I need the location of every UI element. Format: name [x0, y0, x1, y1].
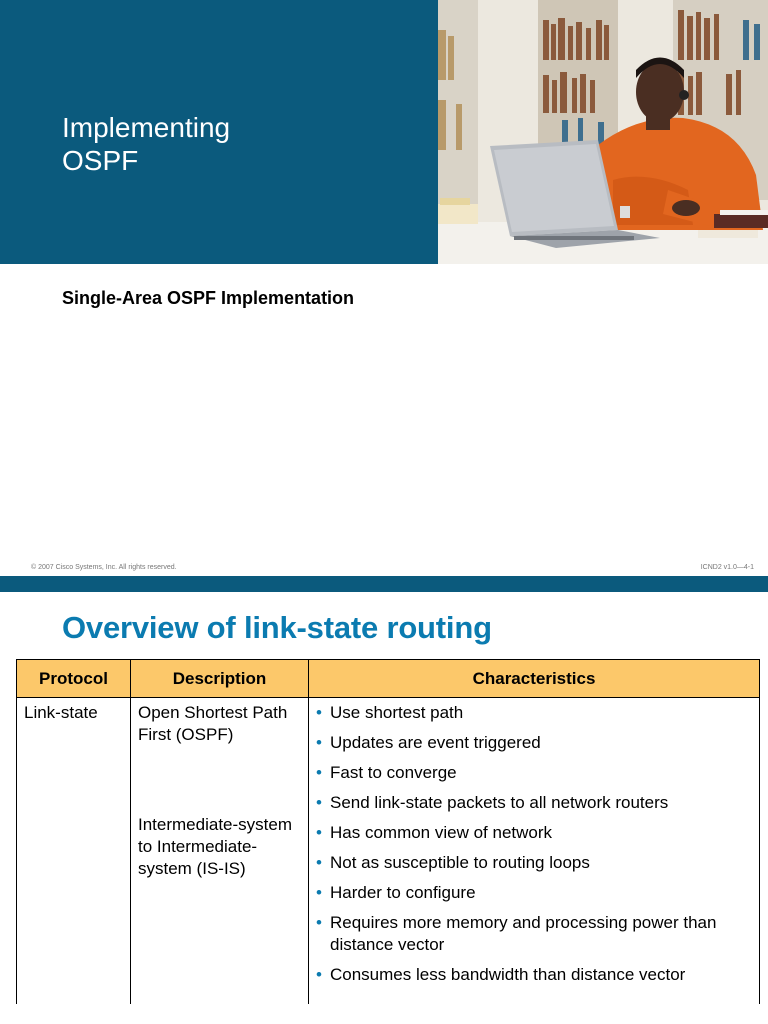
list-item: • Consumes less bandwidth than distance vector [316, 964, 752, 986]
list-item: • Updates are event triggered [316, 732, 752, 754]
table-header-row [17, 660, 760, 698]
copyright-text: © 2007 Cisco Systems, Inc. All rights reserved. [31, 564, 177, 571]
header-characteristics: Characteristics [309, 660, 760, 698]
list-item: • Use shortest path [316, 702, 752, 724]
photo-illustration [438, 0, 768, 264]
list-item: • Has common view of network [316, 822, 752, 844]
slide-subtitle: Single-Area OSPF Implementation [62, 288, 355, 308]
list-item: • Fast to converge [316, 762, 752, 784]
list-item: • Not as susceptible to routing loops [316, 852, 752, 874]
description-isis: Intermediate-system to Intermediate-system (IS-IS) [138, 815, 292, 878]
list-item: • Send link-state packets to all network routers [316, 792, 752, 814]
protocol-cell: Link-state [17, 698, 131, 1005]
header-protocol: Protocol [17, 660, 131, 698]
overview-title: Overview of link-state routing [62, 610, 492, 645]
title-banner [0, 0, 438, 264]
characteristics-cell [309, 698, 760, 1005]
list-item: • Harder to configure [316, 882, 752, 904]
overview-slide [0, 592, 768, 1024]
characteristics-list [316, 702, 752, 986]
slide-title: Implementing OSPF [62, 112, 231, 176]
description-ospf: Open Shortest Path First (OSPF) [138, 703, 288, 744]
student-laptop-photo [438, 0, 768, 264]
slide-separator-bar [0, 576, 768, 592]
table-row [17, 698, 760, 1005]
description-cell [131, 698, 309, 1005]
link-state-table [16, 659, 760, 1004]
list-item: • Requires more memory and processing power than distance vector [316, 912, 752, 956]
header-description: Description [131, 660, 309, 698]
slide-number: ICND2 v1.0—4-1 [700, 564, 754, 571]
